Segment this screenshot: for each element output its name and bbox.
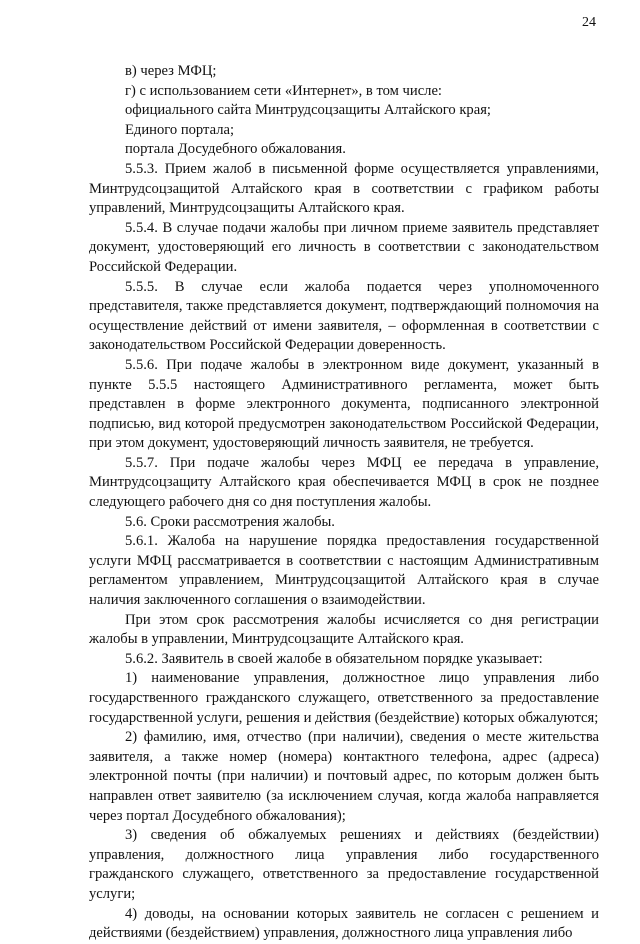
paragraph-5-5-7: 5.5.7. При подаче жалобы через МФЦ ее передача в управление, Минтрудсоцзащиту Алтайского края обеспечивается МФЦ в срок не позднее следующего рабочего дня со дня поступления жалобы. [89, 454, 599, 511]
paragraph-5-5-3: 5.5.3. Прием жалоб в письменной форме осуществляется управлениями, Минтрудсоцзащитой Алтайского края в соответствии с графиком работы управлений, Минтрудсоцзащиты Алтайского края. [89, 160, 599, 217]
complaint-requirement-2: 2) фамилию, имя, отчество (при наличии), сведения о месте жительства заявителя, а также номер (номера) контактного телефона, адрес (адреса) электронной почты (при наличии) и почтовый адрес, по которым должен быть направлен ответ заявителю (за исключением случая, когда жалоба направляется через портал Досудебного обжалования); [89, 729, 599, 824]
list-item: Единого портала; [125, 121, 235, 138]
paragraph-5-6-2: 5.6.2. Заявитель в своей жалобе в обязательном порядке указывает: [125, 650, 543, 667]
paragraph-5-5-4: 5.5.4. В случае подачи жалобы при личном приеме заявитель представляет документ, удостоверяющий его личность в соответствии с законодательством Российской Федерации. [89, 219, 599, 275]
page-number: 24 [582, 15, 596, 30]
document-body [89, 62, 599, 944]
list-item: официального сайта Минтрудсоцзащиты Алтайского края; [125, 102, 491, 119]
paragraph-5-6-1: 5.6.1. Жалоба на нарушение порядка предоставления государственной услуги МФЦ рассматривается в соответствии с настоящим Административным регламентом управлением, Минтрудсоцзащитой Алтайского края в случае наличия заключенного соглашения о взаимодействии. [89, 533, 599, 609]
list-item: г) с использованием сети «Интернет», в том числе: [125, 82, 442, 99]
section-heading-5-6: 5.6. Сроки рассмотрения жалобы. [125, 513, 335, 530]
complaint-requirement-3: 3) сведения об обжалуемых решениях и действиях (бездействии) управления, должностного лица управления либо государственного гражданского служащего, ответственного за предоставление государственной услуги; [89, 827, 599, 902]
paragraph-5-5-5: 5.5.5. В случае если жалоба подается через уполномоченного представителя, также представляется документ, подтверждающий полномочия на осуществление действий от имени заявителя, – оформленная в соответствии с законодательством Российской Федерации доверенность. [89, 278, 599, 354]
complaint-requirement-4: 4) доводы, на основании которых заявитель не согласен с решением и действиями (бездействием) управления, должностного лица управления либо [89, 905, 599, 942]
paragraph-registration-term: При этом срок рассмотрения жалобы исчисляется со дня регистрации жалобы в управлении, Минтрудсоцзащите Алтайского края. [89, 611, 599, 648]
paragraph-5-5-6: 5.5.6. При подаче жалобы в электронном виде документ, указанный в пункте 5.5.5 настоящего Административного регламента, может быть представлен в форме электронного документа, подписанного электронной подписью, вид которой предусмотрен законодательством Российской Федерации, при этом документ, удостоверяющий личность заявителя, не требуется. [89, 356, 599, 452]
list-item: портала Досудебного обжалования. [125, 141, 346, 158]
submission-methods-list [89, 62, 599, 160]
complaint-requirement-1: 1) наименование управления, должностное лицо управления либо государственного гражданского служащего, ответственного за предоставление государственной услуги, решения и действия (бездействие) которых обжалуются; [89, 670, 599, 726]
list-item: в) через МФЦ; [125, 63, 217, 79]
